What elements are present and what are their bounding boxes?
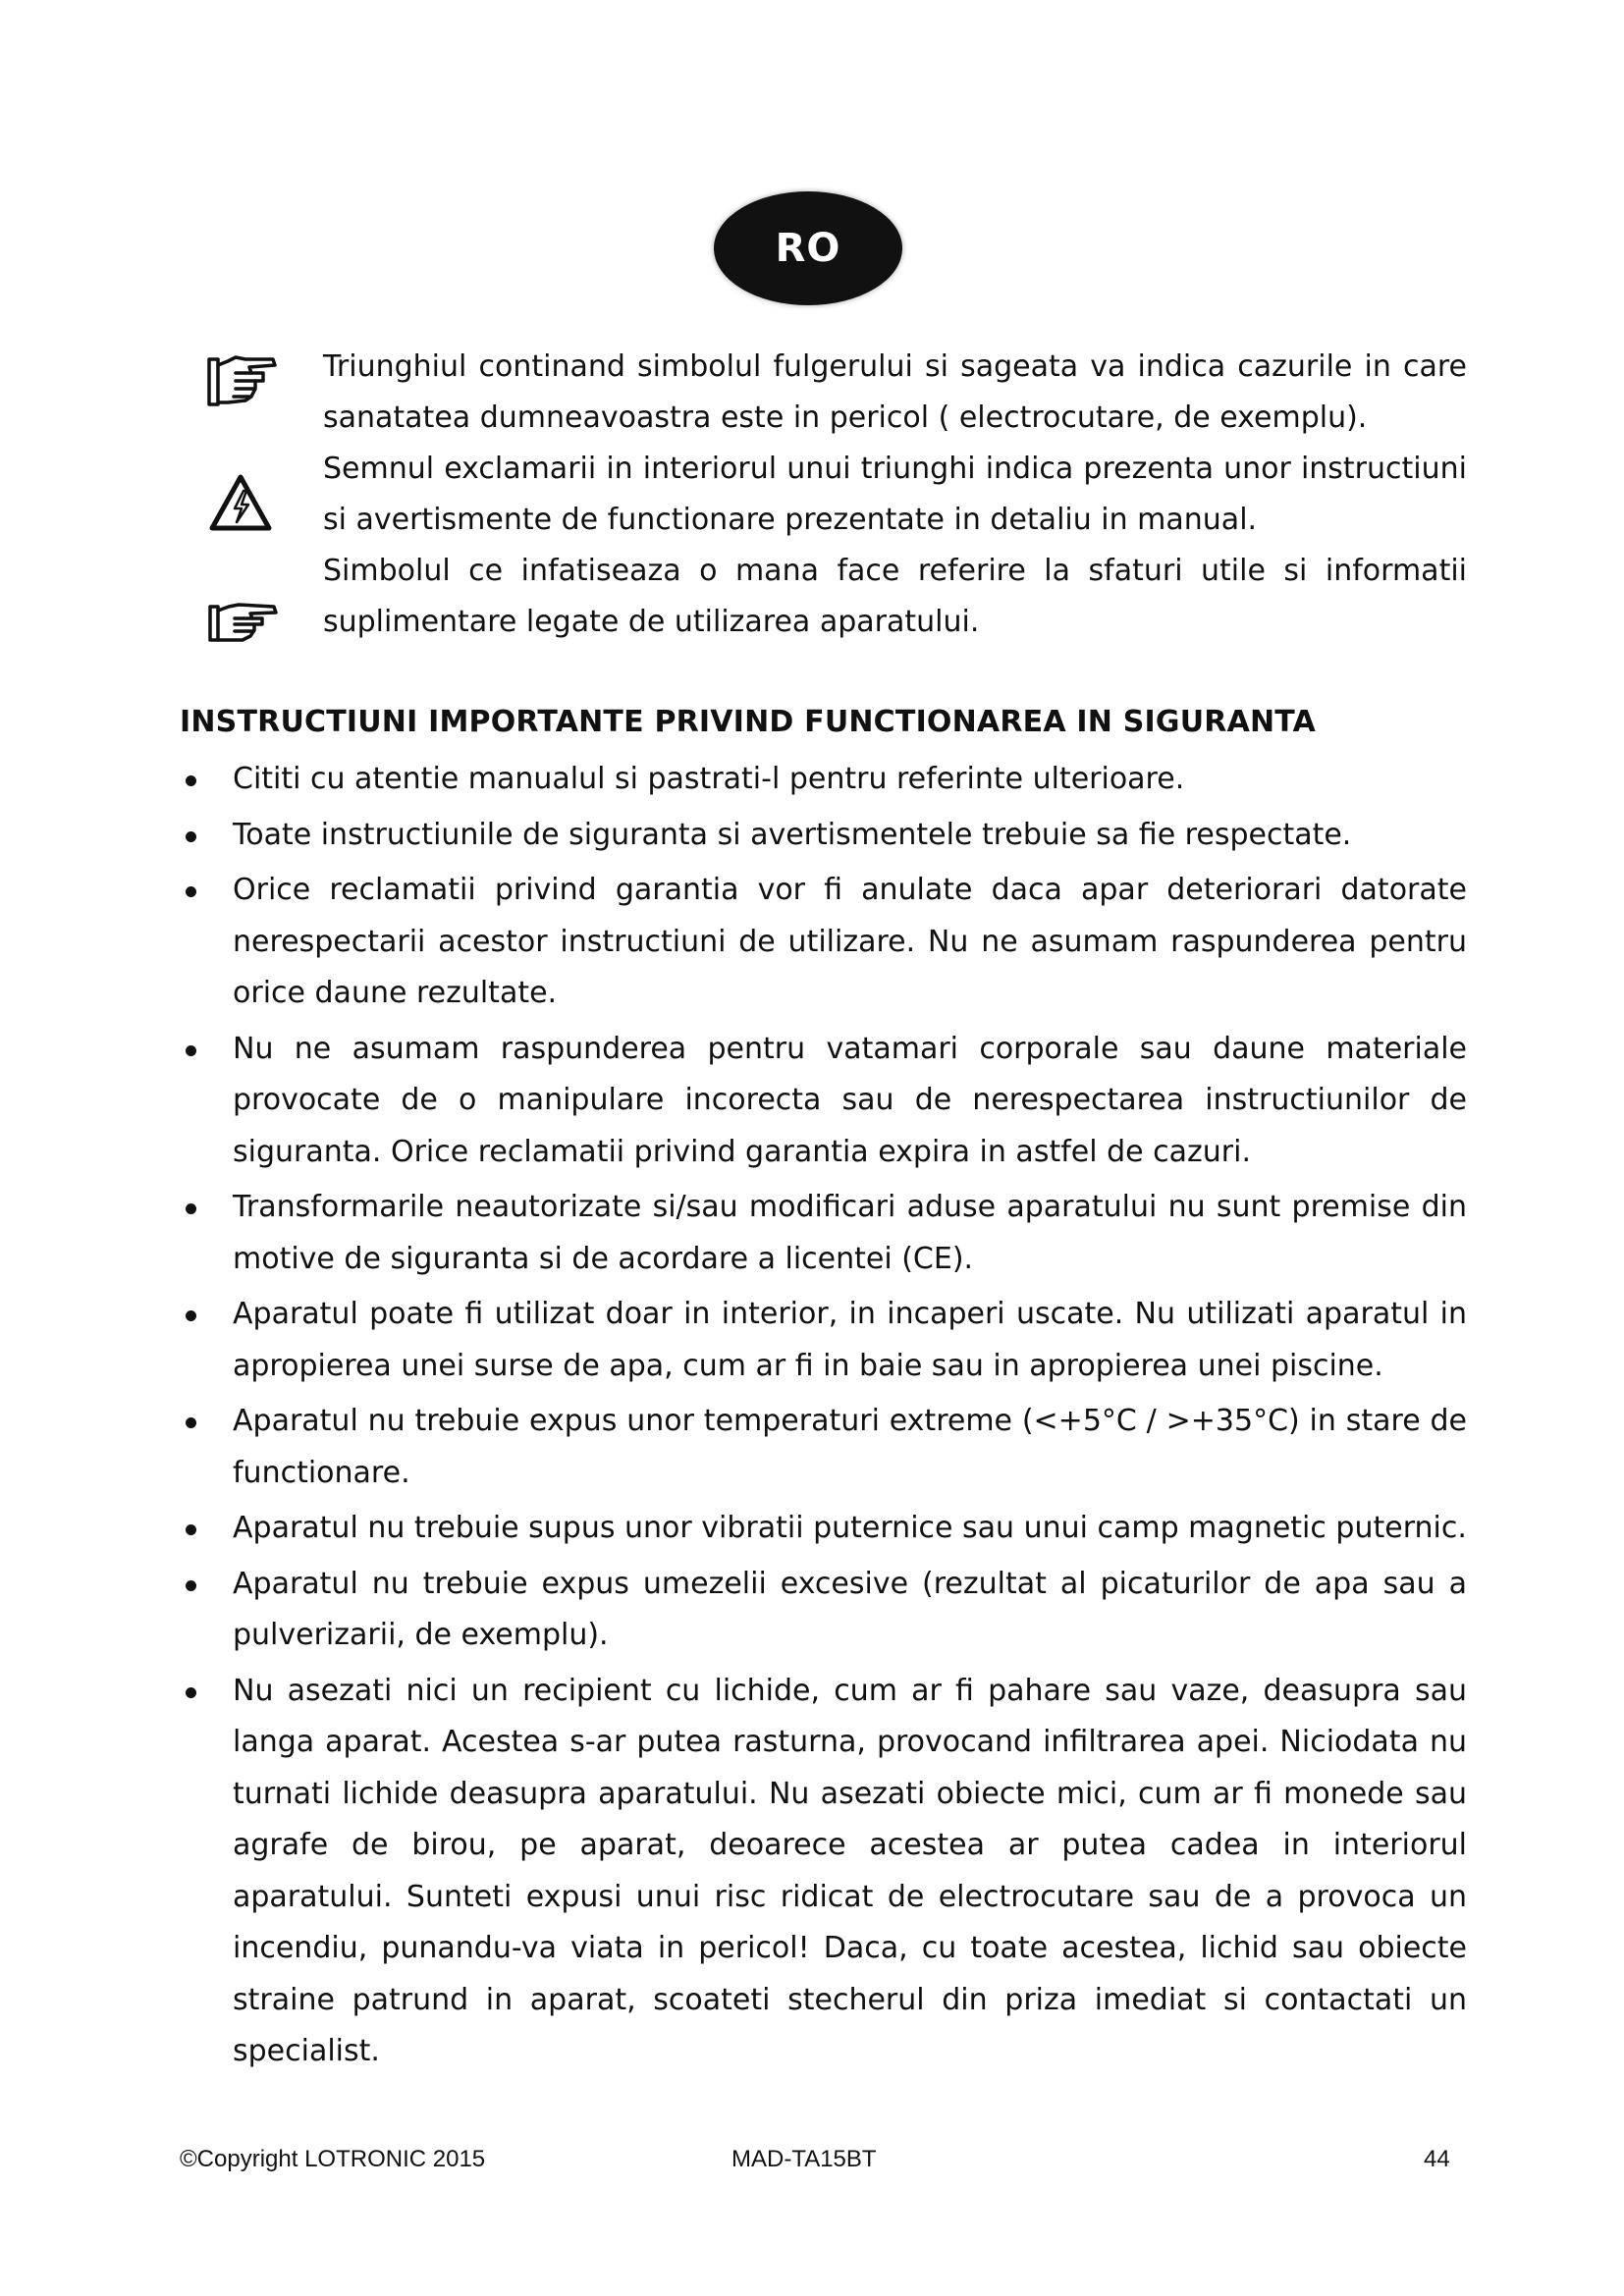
list-item: Cititi cu atentie manualul si pastrati-l pentru referinte ulterioare. [180, 754, 1467, 806]
list-item: Toate instructiunile de siguranta si avertismentele trebuie sa fie respectate. [180, 810, 1467, 862]
list-item: Nu ne asumam raspunderea pentru vatamari corporale sau daune materiale provocate de o manipulare incorecta sau de nerespectarea instructiunilor de siguranta. Orice reclamatii privind garantia expira in astfel de cazuri. [180, 1024, 1467, 1179]
safety-instructions-list [180, 754, 1467, 2078]
list-item: Aparatul nu trebuie supus unor vibratii puternice sau unui camp magnetic puternic. [180, 1503, 1467, 1555]
section-heading: INSTRUCTIUNI IMPORTANTE PRIVIND FUNCTIONAREA IN SIGURANTA [180, 705, 1317, 739]
lightning-triangle-icon [209, 473, 272, 532]
intro-paragraph: Semnul exclamarii in interiorul unui triunghi indica prezenta unor instructiuni si avertismente de functionare prezentate in detaliu in manual. [323, 452, 1467, 537]
list-item: Nu asezati nici un recipient cu lichide, cum ar fi pahare sau vaze, deasupra sau langa aparat. Acestea s-ar putea rasturna, provocand infiltrarea apei. Niciodata nu turnati lichide deasupra aparatului. Nu asezati obiecte mici, cum ar fi monede sau agrafe de birou, pe aparat, deoarece acestea ar putea cadea in interiorul aparatului. Sunteti expusi unui risc ridicat de electrocutare sau de a provoca un incendiu, punandu-va viata in pericol! Daca, cu toate acestea, lichid sau obiecte straine patrund in aparat, scoateti stecherul din priza imediat si contactati un specialist. [180, 1666, 1467, 2078]
list-item: Orice reclamatii privind garantia vor fi anulate daca apar deteriorari datorate nerespectarii acestor instructiuni de utilizare. Nu ne asumam raspunderea pentru orice daune rezultate. [180, 865, 1467, 1020]
pointing-hand-icon [206, 351, 279, 412]
intro-paragraph: Simbolul ce infatiseaza o mana face referire la sfaturi utile si informatii suplimentare legate de utilizarea aparatului. [323, 554, 1467, 639]
footer-model: MAD-TA15BT [731, 2146, 877, 2172]
language-badge-label: RO [775, 226, 841, 271]
list-item: Aparatul poate fi utilizat doar in interior, in incaperi uscate. Nu utilizati aparatul in apropierea unei surse de apa, cum ar fi in baie sau in apropierea unei piscine. [180, 1289, 1467, 1392]
intro-lightning-note [323, 342, 1467, 444]
footer-copyright: ©Copyright LOTRONIC 2015 [180, 2146, 486, 2172]
intro-paragraph: Triunghiul continand simbolul fulgerului si sageata va indica cazurile in care sanatatea dumneavoastra este in pericol ( electrocutare, de exemplu). [323, 349, 1467, 435]
list-item: Aparatul nu trebuie expus unor temperaturi extreme (<+5°C / >+35°C) in stare de functionare. [180, 1396, 1467, 1499]
intro-exclamation-note [323, 444, 1467, 546]
language-badge [714, 191, 902, 305]
pointing-hand-icon [207, 601, 280, 646]
list-item: Aparatul nu trebuie expus umezelii excesive (rezultat al picaturilor de apa sau a pulverizarii, de exemplu). [180, 1559, 1467, 1662]
page-number: 44 [1424, 2146, 1450, 2172]
list-item: Transformarile neautorizate si/sau modificari aduse aparatului nu sunt premise din motive de siguranta si de acordare a licentei (CE). [180, 1182, 1467, 1285]
intro-hand-note [323, 546, 1467, 648]
